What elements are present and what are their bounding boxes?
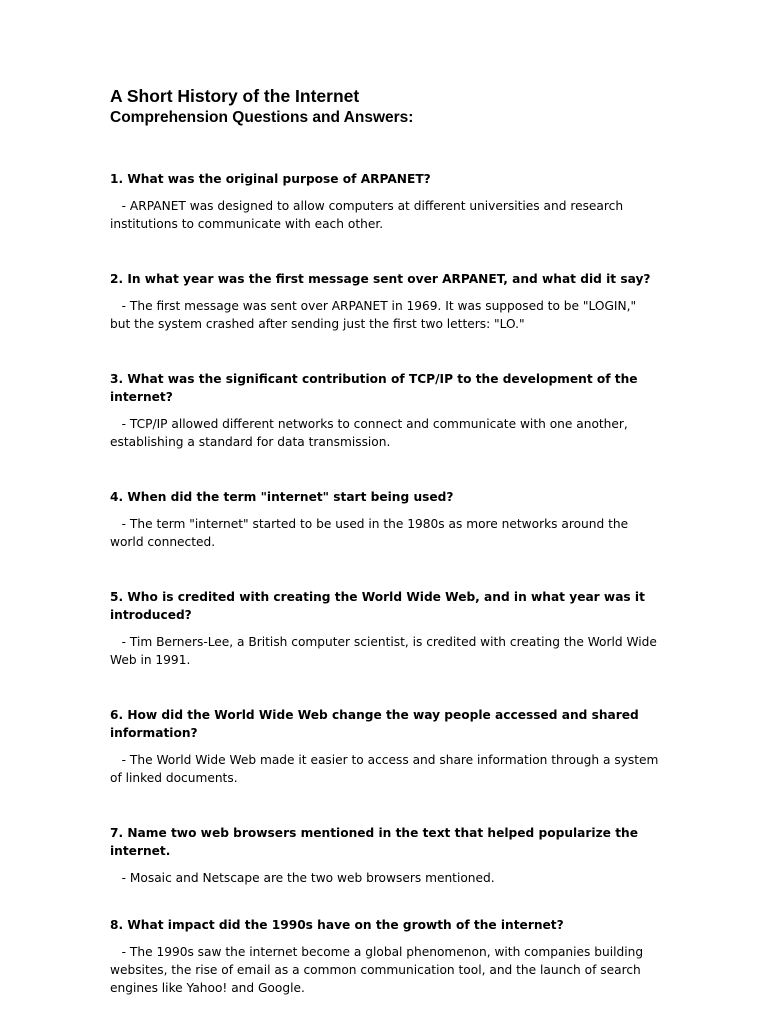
answer-2: - The first message was sent over ARPANET in 1969. It was supposed to be "LOGIN," but the system crashed after sending just the first two letters: "LO."	[110, 299, 640, 331]
document-title: A Short History of the Internet	[110, 86, 360, 106]
qa-item-8	[110, 916, 660, 997]
question-1: 1. What was the original purpose of ARPANET?	[110, 172, 431, 186]
answer-6: - The World Wide Web made it easier to access and share information through a system of linked documents.	[110, 753, 663, 785]
answer-1: - ARPANET was designed to allow computers at different universities and research institutions to communicate with each other.	[110, 199, 627, 231]
document-subtitle: Comprehension Questions and Answers:	[110, 109, 414, 126]
qa-item-3	[110, 370, 660, 451]
qa-list	[110, 170, 663, 997]
question-4: 4. When did the term "internet" start being used?	[110, 490, 454, 504]
question-6: 6. How did the World Wide Web change the way people accessed and shared information?	[110, 708, 639, 740]
qa-item-2	[110, 270, 660, 333]
question-7: 7. Name two web browsers mentioned in the text that helped popularize the internet.	[110, 826, 638, 858]
answer-3: - TCP/IP allowed different networks to connect and communicate with one another, establishing a standard for data transmission.	[110, 417, 632, 449]
question-3: 3. What was the significant contribution of TCP/IP to the development of the internet?	[110, 372, 638, 404]
qa-item-6	[110, 706, 663, 787]
question-2: 2. In what year was the first message sent over ARPANET, and what did it say?	[110, 272, 651, 286]
document-page	[110, 86, 663, 997]
question-5: 5. Who is credited with creating the World Wide Web, and in what year was it introduced?	[110, 590, 645, 622]
answer-8: - The 1990s saw the internet become a global phenomenon, with companies building websites, the rise of email as a common communication tool, and the launch of search engines like Yahoo! and Google.	[110, 945, 647, 995]
answer-4: - The term "internet" started to be used in the 1980s as more networks around the world connected.	[110, 517, 632, 549]
qa-item-4	[110, 488, 660, 551]
qa-item-7	[110, 824, 660, 887]
qa-item-1	[110, 170, 660, 233]
answer-5: - Tim Berners-Lee, a British computer scientist, is credited with creating the World Wide Web in 1991.	[110, 635, 661, 667]
qa-item-5	[110, 588, 660, 669]
question-8: 8. What impact did the 1990s have on the growth of the internet?	[110, 918, 564, 932]
answer-7: - Mosaic and Netscape are the two web browsers mentioned.	[110, 871, 495, 885]
